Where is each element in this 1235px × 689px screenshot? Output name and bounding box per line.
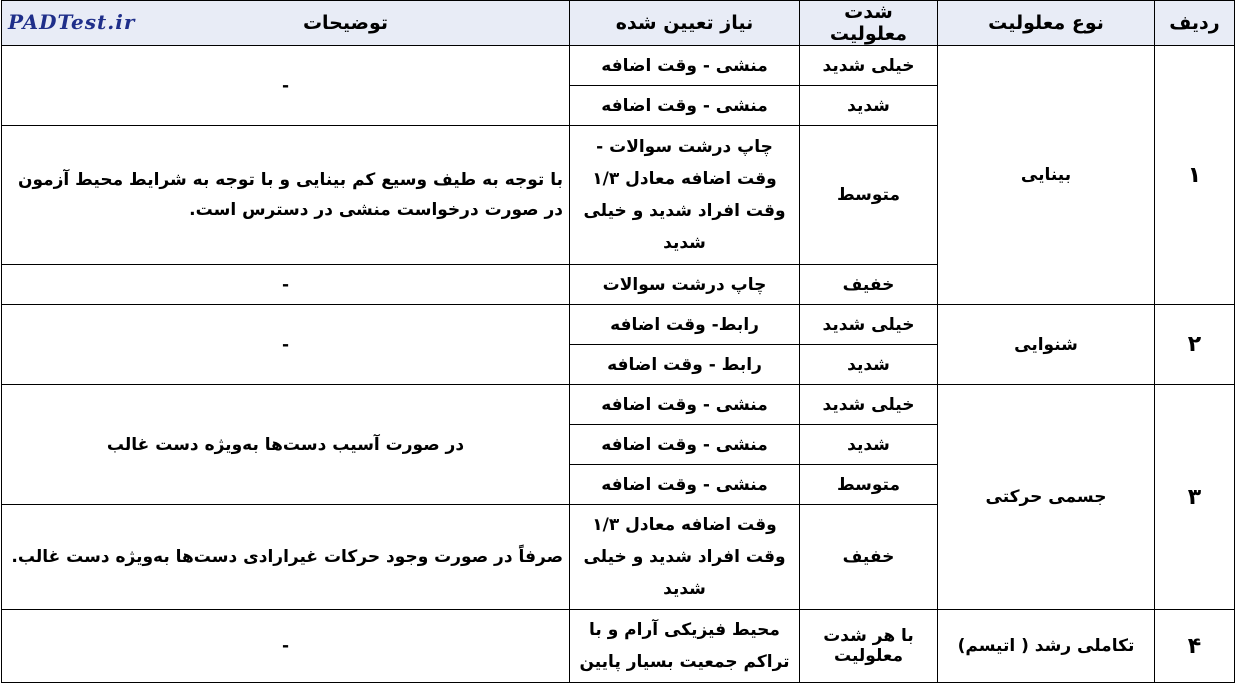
need-cell: چاپ درشت سوالات xyxy=(570,265,800,305)
table-row xyxy=(2,46,1235,86)
severity-cell: متوسط xyxy=(800,126,938,265)
description-cell: صرفاً در صورت وجود حرکات غیرارادی دست‌ها به‌ویژه دست غالب. xyxy=(2,505,570,610)
description-cell: با توجه به طیف وسیع کم بینایی و با توجه به شرایط محیط آزمون در صورت درخواست منشی در دسترس است. xyxy=(2,126,570,265)
disability-type: جسمی حرکتی xyxy=(938,385,1155,610)
need-cell: رابط- وقت اضافه xyxy=(570,305,800,345)
severity-cell: خفیف xyxy=(800,265,938,305)
disability-type: شنوایی xyxy=(938,305,1155,385)
severity-cell: خفیف xyxy=(800,505,938,610)
header-description-label: توضیحات xyxy=(302,12,389,34)
need-cell: منشی - وقت اضافه xyxy=(570,465,800,505)
header-disability-type: نوع معلولیت xyxy=(938,1,1155,46)
row-number: ۳ xyxy=(1155,385,1235,610)
description-cell: - xyxy=(2,265,570,305)
need-cell: چاپ درشت سوالات - وقت اضافه معادل ۱/۳ وقت افراد شدید و خیلی شدید xyxy=(570,126,800,265)
header-need: نیاز تعیین شده xyxy=(570,1,800,46)
header-row xyxy=(2,1,1235,46)
disability-accommodations-table xyxy=(1,0,1235,683)
header-severity: شدت معلولیت xyxy=(800,1,938,46)
need-cell: منشی - وقت اضافه xyxy=(570,385,800,425)
severity-cell: خیلی شدید xyxy=(800,385,938,425)
description-cell: در صورت آسیب دست‌ها به‌ویژه دست غالب xyxy=(2,385,570,505)
need-cell: وقت اضافه معادل ۱/۳ وقت افراد شدید و خیلی شدید xyxy=(570,505,800,610)
severity-cell: خیلی شدید xyxy=(800,46,938,86)
table-row xyxy=(2,385,1235,425)
table-row xyxy=(2,305,1235,345)
need-cell: منشی - وقت اضافه xyxy=(570,425,800,465)
disability-type: تکاملی رشد ( اتیسم) xyxy=(938,610,1155,683)
row-number: ۴ xyxy=(1155,610,1235,683)
severity-cell: شدید xyxy=(800,425,938,465)
row-number: ۲ xyxy=(1155,305,1235,385)
description-cell: - xyxy=(2,305,570,385)
row-number: ۱ xyxy=(1155,46,1235,305)
severity-cell: با هر شدت معلولیت xyxy=(800,610,938,683)
need-cell: محیط فیزیکی آرام و با تراکم جمعیت بسیار پایین xyxy=(570,610,800,683)
disability-type: بینایی xyxy=(938,46,1155,305)
table-row xyxy=(2,610,1235,683)
severity-cell: خیلی شدید xyxy=(800,305,938,345)
header-row-number: ردیف xyxy=(1155,1,1235,46)
severity-cell: شدید xyxy=(800,86,938,126)
need-cell: رابط - وقت اضافه xyxy=(570,345,800,385)
description-cell: - xyxy=(2,46,570,126)
header-description xyxy=(2,1,570,46)
severity-cell: متوسط xyxy=(800,465,938,505)
need-cell: منشی - وقت اضافه xyxy=(570,86,800,126)
description-cell: - xyxy=(2,610,570,683)
severity-cell: شدید xyxy=(800,345,938,385)
watermark-logo: PADTest.ir xyxy=(8,10,136,34)
need-cell: منشی - وقت اضافه xyxy=(570,46,800,86)
